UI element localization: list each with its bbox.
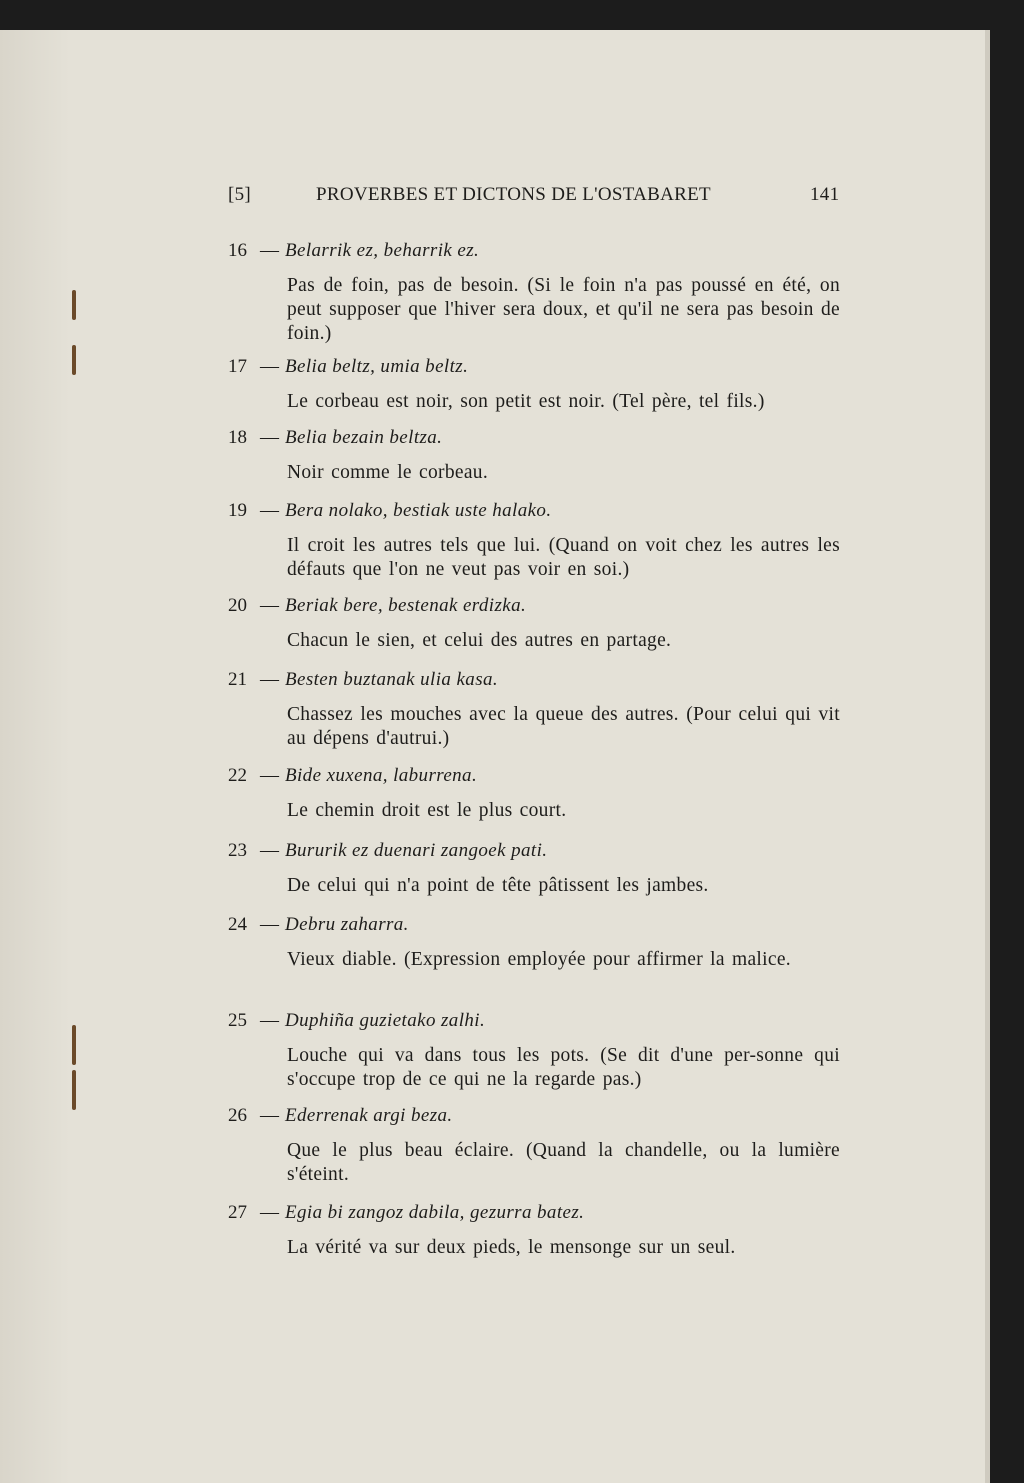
basque-proverb: Bide xuxena, laburrena. (285, 765, 478, 786)
proverb-heading (228, 499, 840, 523)
proverb-number: 23 (228, 840, 247, 861)
proverb-entry (228, 594, 840, 653)
proverb-entry (228, 668, 840, 751)
em-dash: — (260, 1202, 279, 1223)
basque-proverb: Belarrik ez, beharrik ez. (285, 240, 480, 261)
french-translation: Pas de foin, pas de besoin. (Si le foin n'a pas poussé en été, on peut supposer que l'hiver sera doux, et qu'il ne sera pas besoin de foin.) (287, 275, 840, 344)
proverb-heading (228, 239, 840, 263)
page-edge (985, 30, 990, 1483)
em-dash: — (260, 1010, 279, 1031)
proverb-heading (228, 764, 840, 788)
proverb-entry (228, 1104, 840, 1187)
proverb-entry (228, 764, 840, 823)
proverb-heading (228, 426, 840, 450)
proverb-entry (228, 1009, 840, 1092)
french-translation: Que le plus beau éclaire. (Quand la chandelle, ou la lumière s'éteint. (287, 1140, 840, 1185)
binding-stitch (72, 345, 76, 375)
basque-proverb: Egia bi zangoz dabila, gezurra batez. (285, 1202, 585, 1223)
french-translation: Le chemin droit est le plus court. (287, 800, 567, 821)
french-translation: Il croit les autres tels que lui. (Quand on voit chez les autres les défauts que l'on ne veut pas voir en soi.) (287, 535, 840, 580)
proverb-number: 19 (228, 500, 247, 521)
proverb-number: 22 (228, 765, 247, 786)
proverb-number: 27 (228, 1202, 247, 1223)
em-dash: — (260, 595, 279, 616)
french-translation: La vérité va sur deux pieds, le mensonge sur un seul. (287, 1237, 736, 1258)
em-dash: — (260, 1105, 279, 1126)
proverb-number: 26 (228, 1105, 247, 1126)
basque-proverb: Belia bezain beltza. (285, 427, 443, 448)
basque-proverb: Bera nolako, bestiak uste halako. (285, 500, 552, 521)
basque-proverb: Debru zaharra. (285, 914, 409, 935)
basque-proverb: Beriak bere, bestenak erdizka. (285, 595, 527, 616)
french-translation: Noir comme le corbeau. (287, 462, 489, 483)
proverb-number: 21 (228, 669, 247, 690)
proverb-number: 25 (228, 1010, 247, 1031)
proverb-heading (228, 1104, 840, 1128)
running-title: PROVERBES ET DICTONS DE L'OSTABARET (316, 184, 711, 205)
proverb-entry (228, 1201, 840, 1260)
proverb-heading (228, 594, 840, 618)
proverb-entry (228, 499, 840, 582)
binding-stitch (72, 1025, 76, 1065)
binding-stitch (72, 1070, 76, 1110)
basque-proverb: Belia beltz, umia beltz. (285, 356, 469, 377)
french-translation: Le corbeau est noir, son petit est noir. (Tel père, tel fils.) (287, 391, 765, 412)
proverb-number: 16 (228, 240, 247, 261)
em-dash: — (260, 914, 279, 935)
french-translation: De celui qui n'a point de tête pâtissent les jambes. (287, 875, 709, 896)
french-translation: Vieux diable. (Expression employée pour affirmer la malice. (287, 949, 791, 970)
em-dash: — (260, 356, 279, 377)
french-translation: Chacun le sien, et celui des autres en partage. (287, 630, 672, 651)
proverb-number: 24 (228, 914, 247, 935)
proverb-number: 18 (228, 427, 247, 448)
proverb-number: 20 (228, 595, 247, 616)
proverb-heading (228, 355, 840, 379)
proverb-heading (228, 839, 840, 863)
em-dash: — (260, 669, 279, 690)
page-gutter (0, 30, 70, 1483)
proverb-heading (228, 1009, 840, 1033)
page-number: 141 (810, 184, 840, 205)
em-dash: — (260, 427, 279, 448)
basque-proverb: Ederrenak argi beza. (285, 1105, 453, 1126)
proverb-heading (228, 668, 840, 692)
proverb-entry (228, 239, 840, 346)
section-number: [5] (228, 184, 252, 205)
em-dash: — (260, 840, 279, 861)
proverb-entry (228, 426, 840, 485)
proverb-entry (228, 355, 840, 414)
french-translation: Louche qui va dans tous les pots. (Se dit d'une per-sonne qui s'occupe trop de ce qui ne la regarde pas.) (287, 1045, 840, 1090)
em-dash: — (260, 765, 279, 786)
proverb-entry (228, 913, 840, 972)
proverb-entry (228, 839, 840, 898)
proverb-heading (228, 913, 840, 937)
basque-proverb: Duphiña guzietako zalhi. (285, 1010, 486, 1031)
em-dash: — (260, 500, 279, 521)
proverb-heading (228, 1201, 840, 1225)
proverb-number: 17 (228, 356, 247, 377)
french-translation: Chassez les mouches avec la queue des autres. (Pour celui qui vit au dépens d'autrui.) (287, 704, 840, 749)
basque-proverb: Bururik ez duenari zangoek pati. (285, 840, 548, 861)
basque-proverb: Besten buztanak ulia kasa. (285, 669, 499, 690)
binding-stitch (72, 290, 76, 320)
em-dash: — (260, 240, 279, 261)
